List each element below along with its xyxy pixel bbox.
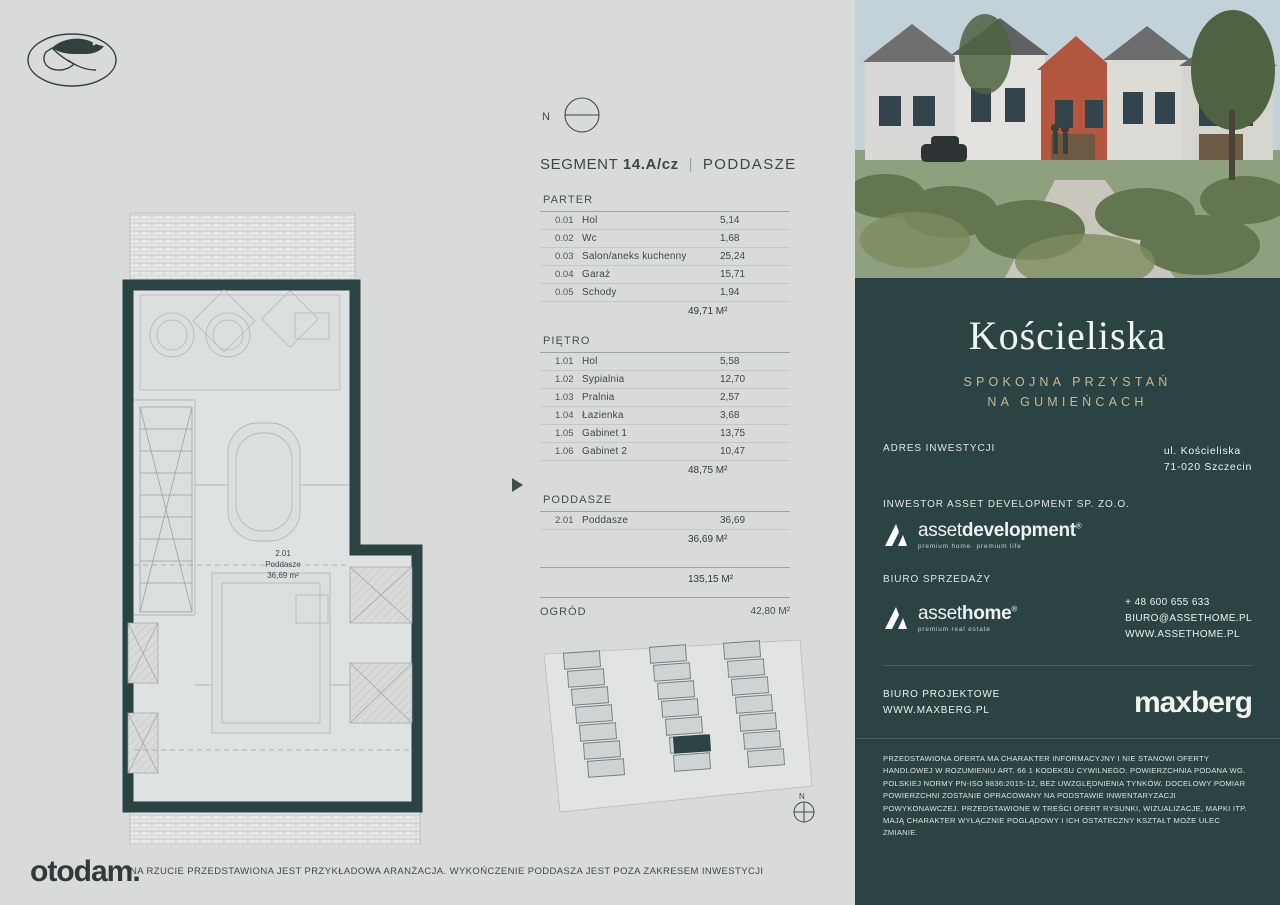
watermark-otodom: otodam.: [30, 855, 140, 888]
plan-room-label: [243, 548, 323, 581]
sales-phone[interactable]: + 48 600 655 633: [1125, 597, 1210, 608]
room-no: 1.02: [540, 371, 582, 389]
address-line-1: ul. Kościeliska: [1163, 445, 1241, 457]
table-row: [540, 389, 790, 407]
brand-block: [855, 278, 1280, 417]
plan-room-area: 36,69 m²: [267, 571, 299, 580]
room-area: 12,70: [720, 371, 790, 389]
garden-area: 42,80 M²: [750, 606, 790, 617]
room-schedule: [540, 190, 790, 618]
room-area: 3,68: [720, 407, 790, 425]
room-name: Pralnia: [582, 389, 720, 407]
table-row: [540, 266, 790, 284]
table-row: [540, 407, 790, 425]
room-area: 1,68: [720, 230, 790, 248]
brand-title: Kościeliska: [968, 313, 1167, 358]
asset-development-wordmark: [918, 520, 1081, 542]
table-title: PARTER: [540, 190, 790, 212]
site-plan: [538, 630, 818, 820]
table-sum-row: [540, 302, 790, 317]
table-sum: 48,75 M²: [688, 465, 728, 476]
room-area: 15,71: [720, 266, 790, 284]
room-area: 5,14: [720, 212, 790, 230]
svg-text:N: N: [799, 792, 805, 801]
room-name: Hol: [582, 212, 720, 230]
table-row: [540, 512, 790, 530]
room-area: 5,58: [720, 353, 790, 371]
hero-visualization: [855, 0, 1280, 278]
footer-note: NA RZUCIE PRZEDSTAWIONA JEST PRZYKŁADOWA ARANŻACJA. WYKOŃCZENIE PODDASZA JEST POZA ZAKRESEM INWESTYCJI: [130, 866, 764, 877]
table-row: [540, 443, 790, 461]
asset-home-wordmark: [918, 603, 1017, 625]
info-panel: [855, 0, 1280, 905]
room-no: 1.06: [540, 443, 582, 461]
room-name: Hol: [582, 353, 720, 371]
room-table-pietro: [540, 331, 790, 476]
room-name: Garaż: [582, 266, 720, 284]
address-block: [855, 417, 1280, 475]
room-table-parter: [540, 190, 790, 317]
compass-letter: N: [542, 111, 550, 123]
room-no: 1.05: [540, 425, 582, 443]
sales-email[interactable]: BIURO@ASSETHOME.PL: [1125, 613, 1252, 624]
room-no: 0.03: [540, 248, 582, 266]
room-table-poddasze: [540, 490, 790, 545]
sales-website[interactable]: WWW.ASSETHOME.PL: [1125, 629, 1240, 640]
logo-bold: development: [961, 520, 1076, 541]
room-no: 1.04: [540, 407, 582, 425]
current-level-arrow-icon: [512, 478, 523, 492]
investor-label: INWESTOR ASSET DEVELOPMENT SP. ZO.O.: [883, 499, 1130, 510]
brand-tagline-1: SPOKOJNA PRZYSTAŃ: [963, 375, 1172, 389]
total-area-block: [540, 567, 790, 585]
sales-block: [855, 550, 1280, 666]
room-area: 1,94: [720, 284, 790, 302]
table-row: [540, 248, 790, 266]
logo-light: asset: [918, 603, 962, 624]
maxberg-logo: maxberg: [1133, 686, 1252, 719]
room-no: 1.03: [540, 389, 582, 407]
compass-north-icon: [540, 95, 610, 137]
logo-registered: ®: [1011, 604, 1018, 614]
siteplan-compass-icon: [790, 790, 818, 826]
table-sum-row: [540, 530, 790, 545]
room-area: 10,47: [720, 443, 790, 461]
room-name: Wc: [582, 230, 720, 248]
plan-room-no: 2.01: [275, 549, 291, 558]
room-name: Sypialnia: [582, 371, 720, 389]
table-sum: 49,71 M²: [688, 306, 728, 317]
highlighted-unit: [673, 735, 710, 753]
segment-level: PODDASZE: [702, 156, 797, 173]
room-no: 0.04: [540, 266, 582, 284]
table-row: [540, 371, 790, 389]
room-name: Salon/aneks kuchenny: [582, 248, 720, 266]
asset-mark-icon: [883, 522, 909, 548]
room-name: Schody: [582, 284, 720, 302]
table-row: [540, 353, 790, 371]
bird-logo-icon: [22, 20, 122, 92]
room-name: Gabinet 1: [582, 425, 720, 443]
garden-label: OGRÓD: [540, 606, 587, 618]
room-area: 13,75: [720, 425, 790, 443]
room-no: 0.05: [540, 284, 582, 302]
design-office-label: BIURO PROJEKTOWE: [883, 689, 1001, 700]
table-row: [540, 212, 790, 230]
plan-room-name: Poddasze: [265, 560, 301, 569]
table-row: [540, 425, 790, 443]
asset-development-logo: [883, 520, 1252, 550]
table-title: PODDASZE: [540, 490, 790, 512]
logo-registered: ®: [1075, 521, 1082, 531]
garden-row: [540, 597, 790, 618]
asset-home-slogan: premium real estate: [918, 626, 991, 633]
room-name: Łazienka: [582, 407, 720, 425]
room-name: Poddasze: [582, 512, 720, 530]
room-no: 2.01: [540, 512, 582, 530]
table-title: PIĘTRO: [540, 331, 790, 353]
floorplan-drawing: [110, 195, 450, 845]
room-area: 36,69: [720, 512, 790, 530]
room-area: 2,57: [720, 389, 790, 407]
room-no: 0.01: [540, 212, 582, 230]
logo-bold: home: [961, 603, 1012, 624]
segment-code: 14.A/cz: [622, 156, 679, 173]
table-sum-row: [540, 461, 790, 476]
room-area: 25,24: [720, 248, 790, 266]
table-row: [540, 230, 790, 248]
investor-block: [855, 475, 1280, 550]
legal-disclaimer: PRZEDSTAWIONA OFERTA MA CHARAKTER INFORMACYJNY I NIE STANOWI OFERTY HANDLOWEJ W ROZUMIENIU ART. 66 1 KODEKSU CYWILNEGO. POWIERZCHNIA PODANA WG. POLSKIEJ NORMY PN-ISO 9836:2015-12, BEZ UWZGLĘDNIENIA TYNKÓW. DOCELOWY POMIAR POWIERZCHNI ZOSTANIE OPRACOWANY NA PODSTAWIE INWENTARYZACJI POWYKONAWCZEJ. PRZEDSTAWIONE W TREŚCI OFERT RYSUNKI, WIZUALIZACJE, MAPKI ITP. MAJĄ CHARAKTER WYŁĄCZNIE POGLĄDOWY I ICH OSTATECZNY KSZTAŁT MOŻE ULEC ZMIANIE.: [855, 738, 1280, 856]
table-sum: 36,69 M²: [688, 534, 728, 545]
room-no: 1.01: [540, 353, 582, 371]
segment-title: [540, 156, 797, 173]
asset-mark-icon: [883, 605, 909, 631]
address-line-2: 71-020 Szczecin: [1163, 461, 1252, 473]
total-area: 135,15 M²: [688, 574, 734, 585]
sales-label: BIURO SPRZEDAŻY: [883, 574, 991, 585]
logo-light: asset: [918, 520, 962, 541]
room-name: Gabinet 2: [582, 443, 720, 461]
table-row: [540, 284, 790, 302]
segment-label: SEGMENT: [540, 156, 619, 173]
room-no: 0.02: [540, 230, 582, 248]
design-office-website[interactable]: WWW.MAXBERG.PL: [883, 705, 990, 716]
asset-home-logo: [883, 603, 1017, 633]
asset-development-slogan: premium home· premium life: [918, 543, 1022, 550]
brand-tagline-2: NA GUMIEŃCACH: [987, 395, 1148, 409]
design-office-block: [855, 666, 1280, 738]
segment-separator: |: [688, 156, 694, 173]
address-label: ADRES INWESTYCJI: [883, 443, 996, 454]
